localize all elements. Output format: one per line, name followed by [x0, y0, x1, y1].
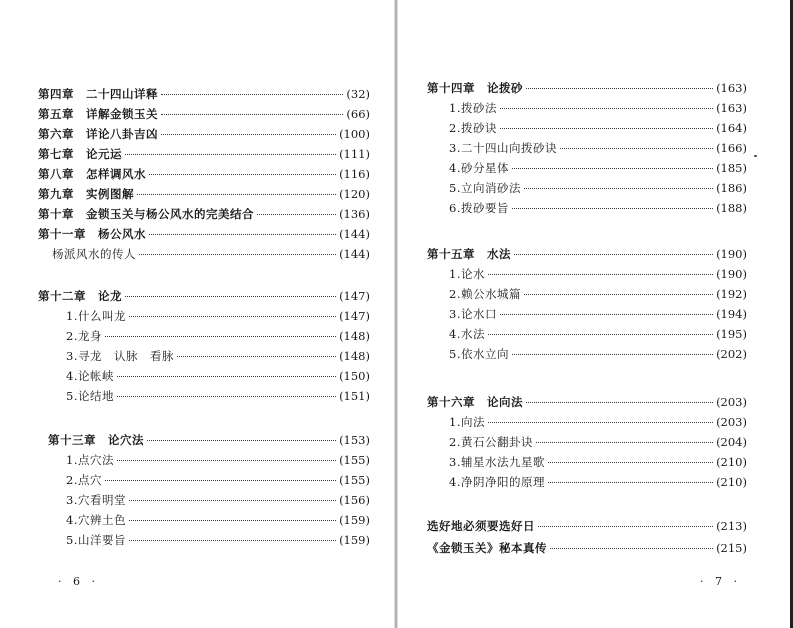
toc-page-number: (150) [339, 369, 370, 383]
toc-section-title: 2.龙身 [66, 329, 102, 343]
toc-entry [427, 80, 747, 100]
toc-section-title: 3.二十四山向拨砂诀 [449, 141, 557, 155]
dot-leader [512, 168, 713, 169]
toc-page-number: (111) [339, 147, 370, 161]
toc-entry [38, 166, 370, 186]
dot-leader [117, 396, 336, 397]
toc-page-number: (210) [716, 475, 747, 489]
toc-entry [66, 532, 370, 552]
toc-chapter-title: 《金锁玉关》秘本真传 [427, 541, 547, 555]
toc-page-number: (203) [716, 395, 747, 409]
toc-entry [48, 432, 370, 452]
toc-entry [52, 246, 370, 266]
toc-page-number: (120) [339, 187, 370, 201]
toc-chapter-title: 第十一章 杨公风水 [38, 227, 146, 241]
dot-leader [560, 148, 713, 149]
dot-leader [105, 336, 336, 337]
toc-page-number: (32) [346, 87, 370, 101]
toc-entry [449, 414, 747, 434]
dot-leader [117, 376, 336, 377]
dot-leader [512, 354, 713, 355]
dot-leader [139, 254, 336, 255]
toc-entry [38, 186, 370, 206]
dot-leader [550, 548, 713, 549]
dot-leader [526, 402, 713, 403]
toc-chapter-title: 第十四章 论拨砂 [427, 81, 523, 95]
toc-page-number: (116) [339, 167, 370, 181]
toc-page-number: (203) [716, 415, 747, 429]
toc-entry [449, 306, 747, 326]
toc-page-number: (151) [339, 389, 370, 403]
toc-page-number: (204) [716, 435, 747, 449]
toc-entry [427, 246, 747, 266]
toc-entry [38, 288, 370, 308]
toc-section-title: 5.立向消砂法 [449, 181, 521, 195]
toc-entry [449, 286, 747, 306]
dot-leader [488, 422, 713, 423]
toc-entry [449, 180, 747, 200]
toc-entry [38, 226, 370, 246]
toc-page-number: (190) [716, 247, 747, 261]
toc-entry [449, 326, 747, 346]
right-folio: · 7 · [700, 575, 741, 588]
dot-leader [117, 460, 336, 461]
toc-section-title: 2.点穴 [66, 473, 102, 487]
dot-leader [147, 440, 336, 441]
toc-entry [427, 394, 747, 414]
toc-section-title: 2.拨砂诀 [449, 121, 497, 135]
toc-page-number: (163) [716, 101, 747, 115]
toc-section-title: 6.拨砂要旨 [449, 201, 509, 215]
toc-chapter-title: 第六章 详论八卦吉凶 [38, 127, 158, 141]
toc-entry [38, 106, 370, 126]
dot-leader [536, 442, 713, 443]
toc-entry [66, 452, 370, 472]
toc-section-title: 5.山洋要旨 [66, 533, 126, 547]
toc-section-title: 1.什么叫龙 [66, 309, 126, 323]
toc-section-title: 1.点穴法 [66, 453, 114, 467]
toc-section-title: 3.辅星水法九星歌 [449, 455, 545, 469]
toc-entry [449, 454, 747, 474]
toc-section-title: 4.砂分星体 [449, 161, 509, 175]
toc-entry [449, 346, 747, 366]
dot-leader [149, 174, 336, 175]
dot-leader [149, 234, 336, 235]
toc-section-title: 5.论结地 [66, 389, 114, 403]
toc-page-number: (185) [716, 161, 747, 175]
toc-chapter-title: 第四章 二十四山详释 [38, 87, 158, 101]
dot-leader [257, 214, 336, 215]
toc-entry [38, 206, 370, 226]
toc-page-number: (159) [339, 513, 370, 527]
dot-leader [105, 480, 336, 481]
dot-leader [137, 194, 336, 195]
dot-leader [548, 462, 713, 463]
toc-page-number: (136) [339, 207, 370, 221]
toc-page-number: (192) [716, 287, 747, 301]
toc-section-title: 1.拨砂法 [449, 101, 497, 115]
left-folio: · 6 · [58, 575, 99, 588]
toc-page-number: (159) [339, 533, 370, 547]
toc-entry [449, 140, 747, 160]
toc-section-title: 1.向法 [449, 415, 485, 429]
toc-page-number: (166) [716, 141, 747, 155]
dot-leader [161, 114, 343, 115]
toc-chapter-title: 第九章 实例图解 [38, 187, 134, 201]
dot-leader [177, 356, 336, 357]
toc-page-number: (194) [716, 307, 747, 321]
dot-leader [524, 294, 713, 295]
toc-section-title: 4.穴辨土色 [66, 513, 126, 527]
toc-entry [66, 388, 370, 408]
dot-leader [514, 254, 713, 255]
dot-leader [488, 274, 713, 275]
toc-chapter-title: 第八章 怎样调风水 [38, 167, 146, 181]
toc-section-title: 3.寻龙 认脉 看脉 [66, 349, 174, 363]
toc-entry [66, 328, 370, 348]
toc-section-title: 5.依水立向 [449, 347, 509, 361]
toc-section-title: 4.净阴净阳的原理 [449, 475, 545, 489]
toc-entry [449, 200, 747, 220]
dot-leader [129, 520, 336, 521]
dot-leader [125, 296, 336, 297]
right-page [397, 0, 793, 628]
toc-page-number: (186) [716, 181, 747, 195]
toc-entry [66, 308, 370, 328]
dot-leader [129, 500, 336, 501]
dot-leader [524, 188, 713, 189]
toc-chapter-title: 第十三章 论穴法 [48, 433, 144, 447]
toc-chapter-title: 第十六章 论向法 [427, 395, 523, 409]
dot-leader [161, 134, 336, 135]
toc-entry [38, 86, 370, 106]
toc-entry [66, 368, 370, 388]
toc-page-number: (190) [716, 267, 747, 281]
toc-page-number: (163) [716, 81, 747, 95]
toc-chapter-title: 第五章 详解金锁玉关 [38, 107, 158, 121]
toc-chapter-title: 第七章 论元运 [38, 147, 122, 161]
toc-page-number: (164) [716, 121, 747, 135]
toc-section-title: 杨派风水的传人 [52, 247, 136, 261]
toc-entry [427, 540, 747, 560]
dot-leader [526, 88, 713, 89]
dot-leader [129, 316, 336, 317]
toc-entry [449, 120, 747, 140]
dot-leader [500, 128, 713, 129]
toc-section-title: 4.水法 [449, 327, 485, 341]
dot-leader [161, 94, 343, 95]
toc-page-number: (100) [339, 127, 370, 141]
toc-entry [449, 100, 747, 120]
toc-page-number: (147) [339, 309, 370, 323]
toc-entry [66, 348, 370, 368]
scan-speck [754, 155, 757, 157]
toc-section-title: 2.赖公水城篇 [449, 287, 521, 301]
toc-section-title: 3.穴看明堂 [66, 493, 126, 507]
dot-leader [129, 540, 336, 541]
toc-chapter-title: 第十章 金锁玉关与杨公风水的完美结合 [38, 207, 254, 221]
dot-leader [500, 108, 713, 109]
toc-page-number: (215) [716, 541, 747, 555]
toc-page-number: (144) [339, 247, 370, 261]
toc-page-number: (213) [716, 519, 747, 533]
toc-page-number: (144) [339, 227, 370, 241]
toc-chapter-title: 第十五章 水法 [427, 247, 511, 261]
toc-entry [66, 512, 370, 532]
toc-section-title: 2.黄石公翻卦诀 [449, 435, 533, 449]
toc-page-number: (188) [716, 201, 747, 215]
toc-page-number: (147) [339, 289, 370, 303]
toc-page-number: (153) [339, 433, 370, 447]
toc-page-number: (66) [346, 107, 370, 121]
left-page [0, 0, 396, 628]
toc-entry [449, 434, 747, 454]
toc-page-number: (148) [339, 349, 370, 363]
toc-page-number: (156) [339, 493, 370, 507]
toc-page-number: (210) [716, 455, 747, 469]
toc-section-title: 1.论水 [449, 267, 485, 281]
toc-entry [66, 492, 370, 512]
toc-page-number: (155) [339, 473, 370, 487]
dot-leader [125, 154, 336, 155]
toc-section-title: 3.论水口 [449, 307, 497, 321]
dot-leader [488, 334, 713, 335]
toc-entry [66, 472, 370, 492]
toc-entry [449, 266, 747, 286]
toc-page-number: (202) [716, 347, 747, 361]
toc-entry [38, 126, 370, 146]
toc-entry [427, 518, 747, 538]
toc-page-number: (155) [339, 453, 370, 467]
toc-chapter-title: 选好地必须要选好日 [427, 519, 535, 533]
toc-section-title: 4.论帐峡 [66, 369, 114, 383]
dot-leader [512, 208, 713, 209]
toc-page-number: (195) [716, 327, 747, 341]
toc-entry [38, 146, 370, 166]
dot-leader [548, 482, 713, 483]
dot-leader [538, 526, 713, 527]
toc-page-number: (148) [339, 329, 370, 343]
toc-entry [449, 474, 747, 494]
toc-entry [449, 160, 747, 180]
toc-chapter-title: 第十二章 论龙 [38, 289, 122, 303]
dot-leader [500, 314, 713, 315]
